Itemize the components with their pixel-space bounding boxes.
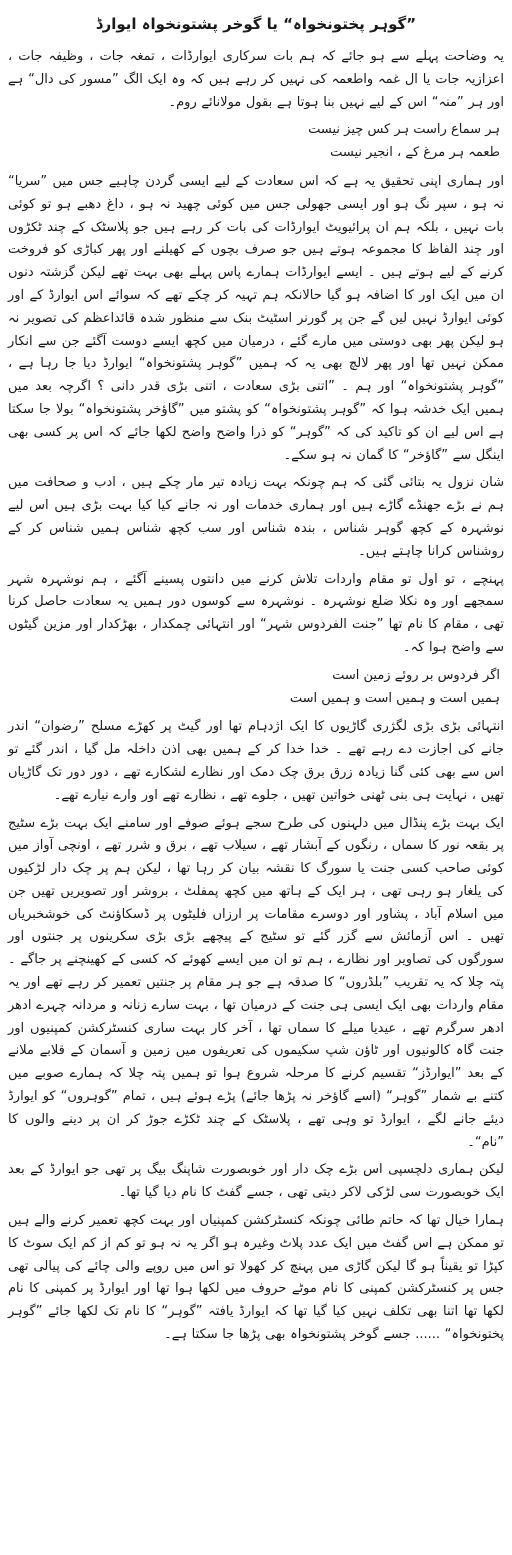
verse-line: ہمیں است و ہمیں است و ہمیں است — [289, 690, 500, 706]
paragraph-5: انتہائی بڑی بڑی لگژری گاڑیوں کا ایک اژدہام تھا اور گیٹ پر کھڑے مسلح ”رضوان“ اندر جانے کی اجازت دے رہے تھے ۔ خدا خدا کر کے ہمیں بھی اذن داخلہ مل گیا ، اندر گئے تو اس سے بھی کئی گنا زیادہ زرق برق چک دمک اور نظارے لشکارے تھے ، دور دور تک گاڑیاں تھیں ، نہایت ہی بنی ٹھنی خواتین تھیں ، جلوے تھے ، نظارے تھے اور وارے نیارے تھے۔ — [8, 719, 504, 803]
paragraph-8: ہمارا خیال تھا کہ حاتم طائی چونکہ کنسٹرکشن کمپنیاں اور بہت کچھ تعمیر کرنے والے ہیں تو ممکن ہے اس گفٹ میں ایک عدد پلاٹ وغیرہ ہو اگر یہ نہ ہو تو کم از کم ایک سوٹ کا کپڑا تو یقیناً ہو گا لیکن گاڑی میں پہنچ کر کھولا تو اس میں روپے والی چائے کی پیالی تھی جس پر کنسٹرکشن کمپنی کا نام موٹے حروف میں لکھا ہوا تھا اور ایوارڈ پر کمپنی کا نام لکھا تھا اتنا بھی تکلف نہیں کیا گیا تھا کہ ایوارڈ یافتہ ”گوہر“ کا نام تک لکھا جائے ”گوہر پختونخواہ“ ...... جسے گوخر پشتونخواہ بھی پڑھا جا سکتا ہے۔ — [8, 1213, 504, 1343]
verse-line: طعمہ ہر مرغ کے ، انجیر نیست — [330, 145, 500, 161]
paragraph-4: پہنچے ، تو اول تو مقام واردات تلاش کرنے میں دانتوں پسینے آگئے ، ہم نوشہرہ شہر سمجھے اور وہ نکلا ضلع نوشہرہ ۔ نوشہرہ سے کوسوں دور ہمیں یہ سعادت حاصل کرنا تھی ، مقام کا نام تھا ”جنت الفردوس شہر“ اور انتہائی چمکدار ، بھڑکدار اور مزین گیٹوں سے واضح ہوا کہ۔ — [8, 571, 504, 655]
verse-block-1 — [8, 119, 504, 165]
article-title: ”گوہر پختونخواہ“ یا گوخر پشتونخواہ ایوارڈ — [95, 15, 417, 33]
paragraph-2: اور ہماری اپنی تحقیق یہ ہے کہ اس سعادت کے لیے ایسی گردن چاہیے جس میں ”سریا“ نہ ہو ، سپر نگ ہو اور ایسی جھولی جس میں کوئی چھید نہ ہو ، داغ دھبے ہو تو کوئی بات نہیں ، بلکہ ہم ان پرائیویٹ ایوارڈات کی بات کر رہے ہیں جو پلاسٹک کے چند ٹکڑوں اور چند الفاظ کا مجموعہ ہوتے ہیں جو صرف بچوں کے کھیلنے اور پھر کباڑی کو فروخت کرنے کے لیے ہوتے ہیں ۔ ایسے ایوارڈات ہمارے پاس پہلے بھی بہت تھے لیکن گزشتہ دنوں ان میں ایک اور کا اضافہ ہو گیا حالانکہ ہم تہیہ کر چکے تھے کہ سوائے اس ایوارڈ کے اور کوئی ایوارڈ نہیں لیں گے جن پر گورنر اسٹیٹ بنک سے منظور شدہ قائداعظم کی تصویر نہ ہو لیکن پھر بھی دوستی میں مارے گئے ، درمیان میں کچھ ایسے دوست آگئے جن سے انکار ممکن نہیں تھا اور پھر لالچ بھی یہ کہ ہمیں ”گوہر پشتونخواہ“ ایوارڈ دیا جا رہا ہے ، ”گوہر پشتونخواہ“ اور ہم ۔ ”اتنی بڑی سعادت ، اتنی بڑی قدر دانی ؟ اگرچہ بعد میں ہمیں ایک خدشہ ہوا کہ ”گوہر پشتونخواہ“ کو پشتو میں ”گاؤخر پشتونخواہ“ بولا جا سکتا ہے اس لیے ان کو تاکید کی کہ ”گوہر“ کو ذرا واضح واضح لکھا جائے کہ اس پر کسی بھی اینگل سے ”گاؤخر“ کا گمان نہ ہو سکے۔ — [8, 173, 504, 463]
verse-line: ہر سماع راست ہر کس چیز نیست — [308, 122, 500, 138]
paragraph-7: لیکن ہماری دلچسپی اس بڑے چک دار اور خوبصورت شاپنگ بیگ پر تھی جو ایوارڈ کے بعد ایک خوبصورت سی لڑکی لاکر دیتی تھی ، جسے گفٹ کا نام دیا گیا تھا۔ — [8, 1162, 504, 1201]
paragraph-6: ایک بہت بڑے پنڈال میں دلہنوں کی طرح سجے ہوئے صوفے اور سامنے ایک بہت بڑے سٹیج پر بقعہ نور کا سماں ، رنگوں کے آبشار تھے ، سیلاب تھے ، برق و شرر تھے ، اونچی آواز میں کوئی صاحب کسی جنت یا سورگ کا نقشہ بیان کر رہا تھا ، لیکن ہم پر چک دار لڑکیوں کی یلغار ہو رہی تھی ، ہر ایک کے ہاتھ میں کچھ پمفلٹ ، بروشر اور تصویریں تھیں جن میں اسلام آباد ، پشاور اور دوسرے مقامات پر ارزاں فلیٹوں پر ڈسکاؤنٹ کی خوشخبریاں تھیں ۔ اس آزمائش سے گزر گئے تو سٹیج کے پیچھے بڑی بڑی سکرینوں پر جنتوں اور سورگوں کی تصاویر اور نظارے ، ہم تو ان میں ایسے کھوئے کہ کسی کے کھینچنے پر جاگے ۔ پتہ چلا کہ یہ تقریب ”بلڈروں“ کا صدقہ ہے جو ہر مقام پر جنتیں تعمیر کر رہے تھے اور یہ مقام واردات بھی ایک ایسی ہی جنت کے درمیان تھا ، بہت سارے زنانہ و مردانہ چہرے ادھر ادھر سرگرم تھے ، عیدیا میلے کا سماں تھا ، آخر کار بہت ساری کنسٹرکشن کمپنیوں اور جنت گاہ کالونیوں اور ٹاؤن شپ سکیموں کی تعریفوں میں زمین و آسمان کے قلابے ملانے کے بعد ”ایوارڈز“ تقسیم کرنے کا مرحلہ شروع ہوا تو ہمیں پتہ چلا کہ ہمارے صوبے میں کتنے بے شمار ”گوہر“ (اسے گاؤخر نہ پڑھا جائے) پڑے ہوئے ہیں ، تمام ”گوہروں“ کو ایوارڈ دیئے جانے لگے ، ایوارڈ تو وہی تھے ، پلاسٹک کے چند ٹکڑے جوڑ کر ان پر دینے والوں کا ”نام“۔ — [8, 815, 504, 1150]
paragraph-3: شان نزول یہ بتائی گئی کہ ہم چونکہ بہت زیادہ تیر مار چکے ہیں ، ادب و صحافت میں ہم نے بڑے جھنڈے گاڑے ہیں اور ہماری خدمات اور نہ جانے کیا کیا بہت بڑی ہیں اس لیے نوشہرہ کے کچھ گوہر شناس ، بندہ شناس اور سب کچھ شناس ہمیں شناس کر کے روشناس کرانا چاہتے ہیں۔ — [8, 475, 504, 559]
verse-block-2 — [8, 665, 504, 711]
verse-line: اگر فردوس بر روئے زمین است — [332, 667, 500, 683]
paragraph-1: یہ وضاحت پہلے سے ہو جائے کہ ہم بات سرکاری ایوارڈات ، تمغہ جات ، وظیفہ جات ، اعزازیہ جات یا ال غمہ واطعمہ کی نہیں کر رہے ہیں کہ وہ ایک الگ ”مسور کی دال“ ہے اور ہر ”منہ“ اس کے لیے نہیں بنا ہوتا ہے بقول مولانائے روم۔ — [8, 49, 504, 110]
